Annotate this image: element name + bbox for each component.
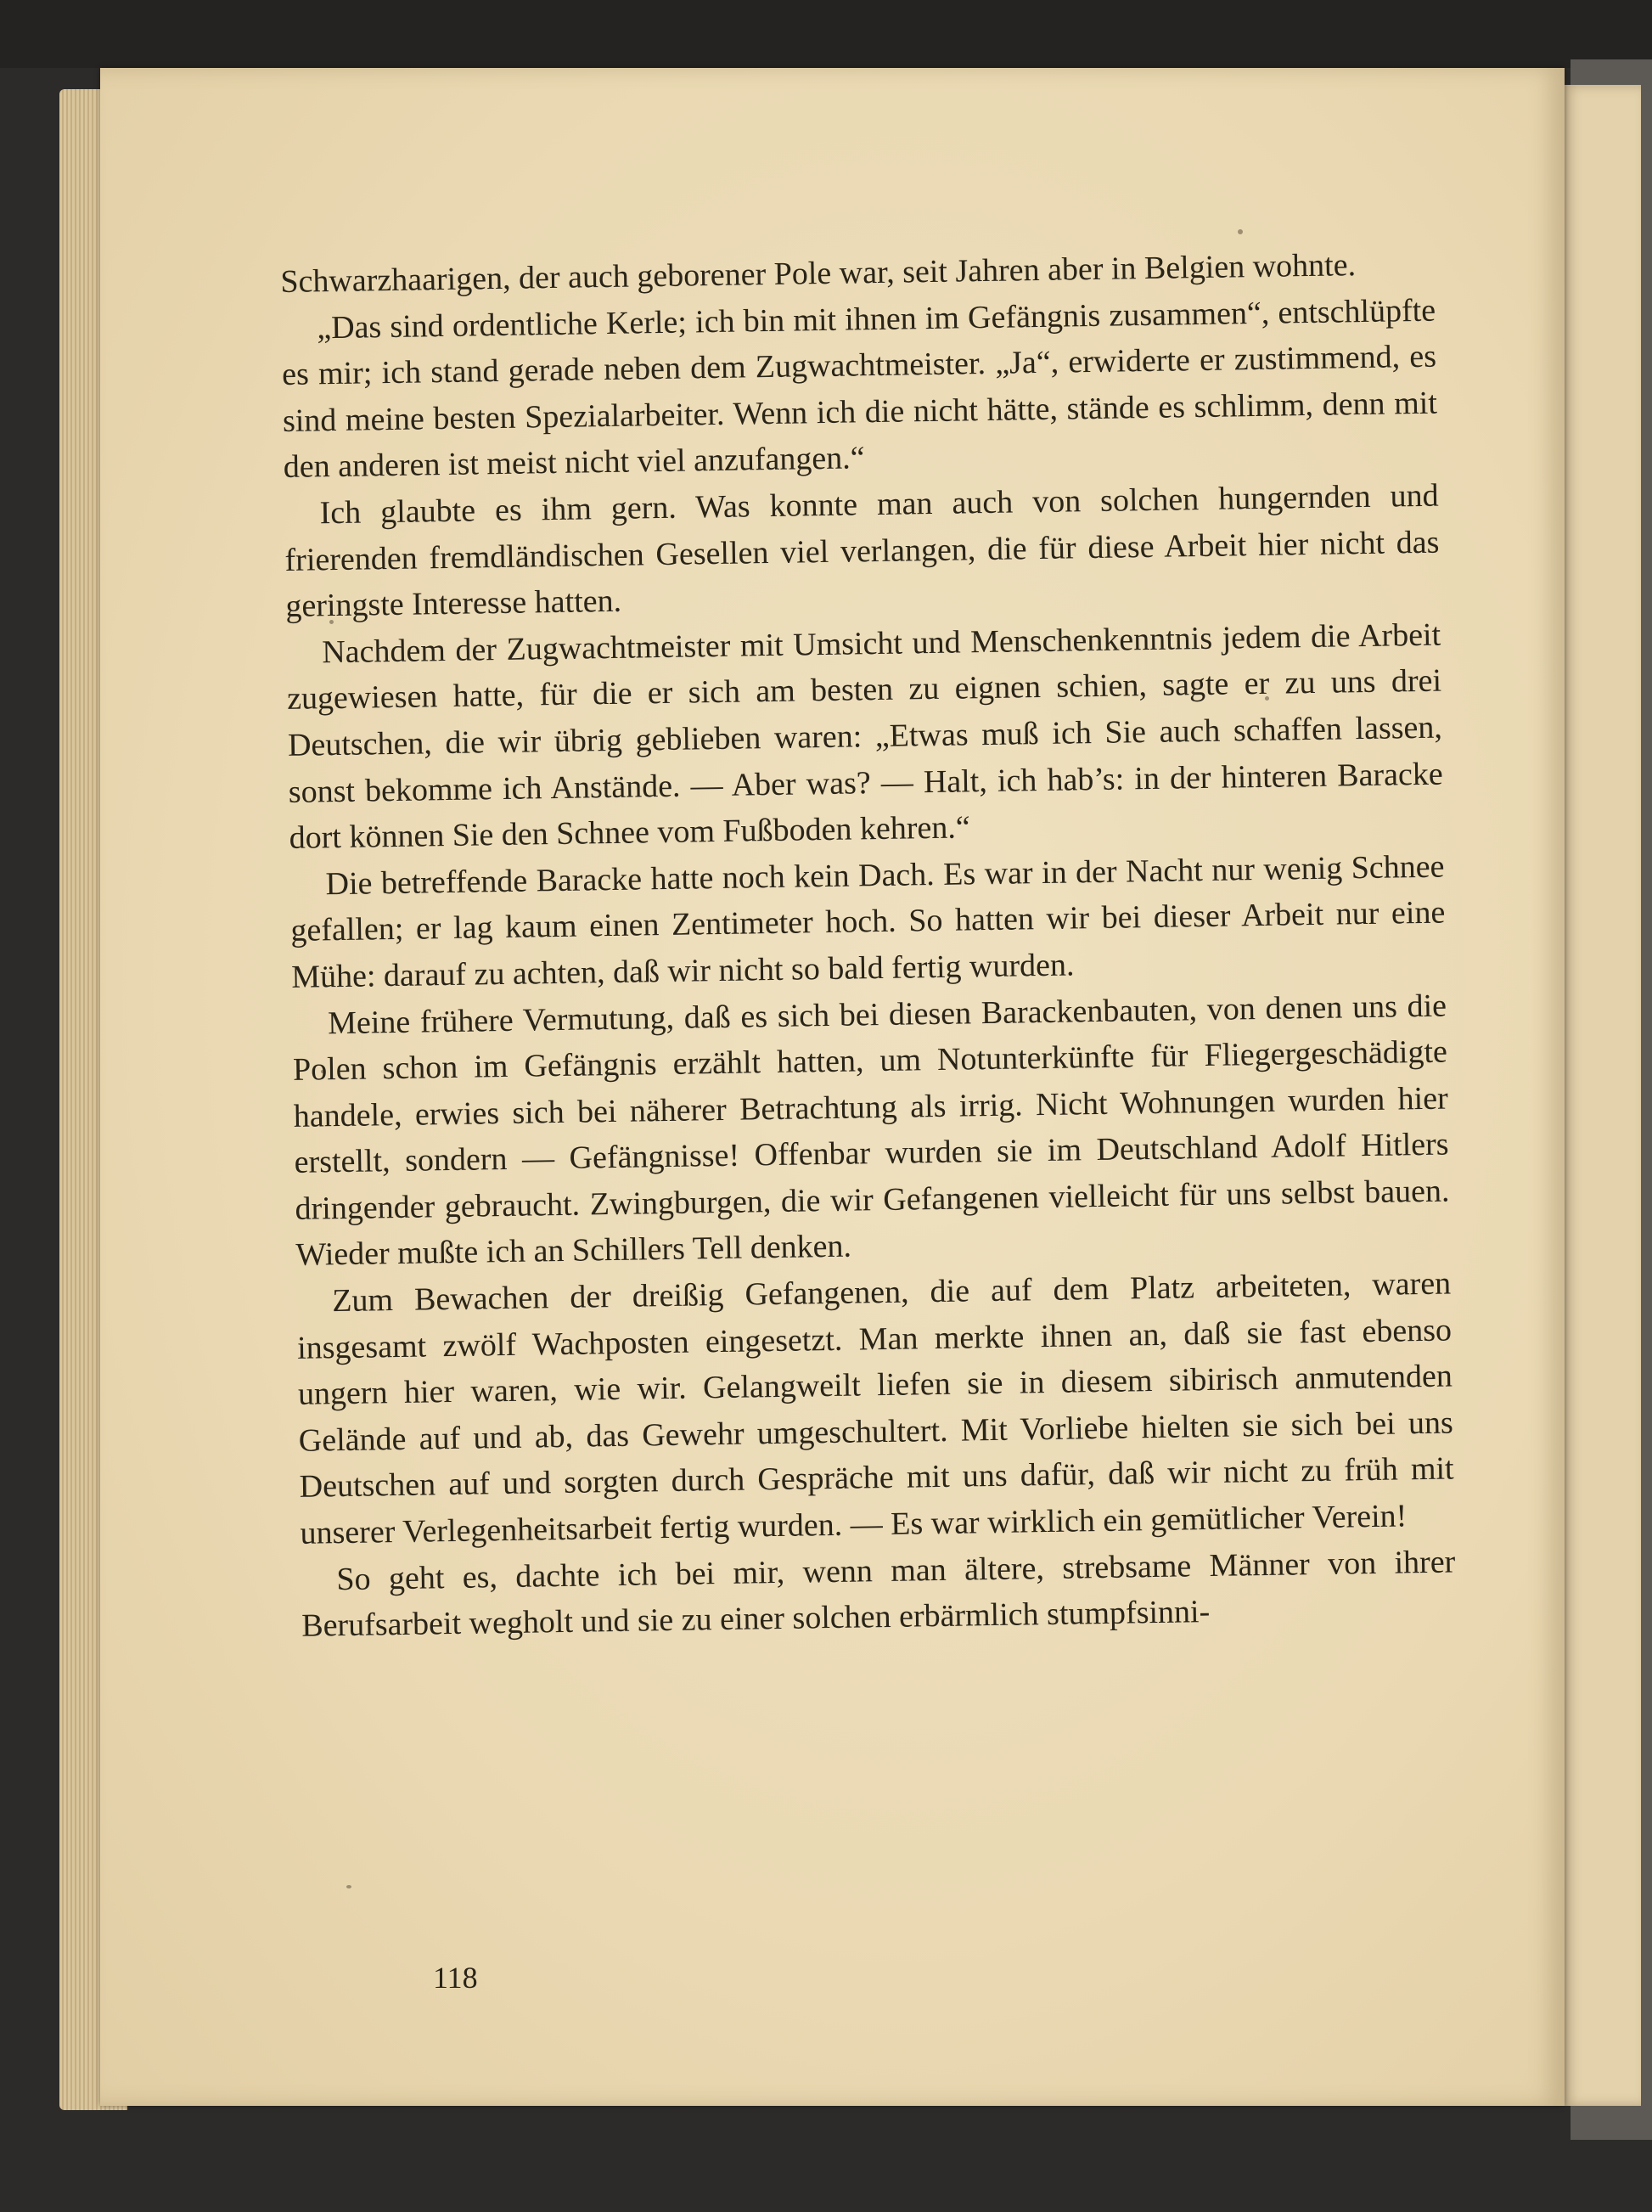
paragraph: So geht es, dachte ich bei mir, wenn man ältere, strebsame Männer von ihrer Berufsarbeit wegholt und sie zu einer solchen erbärmlich stumpfsinni-	[301, 1544, 1456, 1645]
body-text	[280, 241, 1457, 1650]
paragraph: Die betreffende Baracke hatte noch kein Dach. Es war in der Nacht nur wenig Schnee gefallen; er lag kaum einen Zentimeter hoch. So hatten wir bei dieser Arbeit nur eine Mühe: darauf zu achten, daß wir nicht so bald fertig wurden.	[290, 848, 1446, 995]
paragraph: Nachdem der Zugwachtmeister mit Umsicht und Menschenkenntnis jedem die Arbeit zugewiesen hatte, für die er sich am besten zu eignen schien, sagte er zu uns drei Deutschen, die wir übrig geblieben waren: „Etwas muß ich Sie auch schaffen lassen, sonst bekomme ich Anstände. — Aber was? — Halt, ich hab’s: in der hinteren Baracke dort können Sie den Schnee vom Fußboden kehren.“	[286, 616, 1444, 857]
paragraph: Ich glaubte es ihm gern. Was konnte man auch von solchen hungernden und frierenden fremdländischen Gesellen viel verlangen, die für diese Arbeit hier nicht das geringste Interesse hatten.	[284, 477, 1440, 625]
page-number: 118	[433, 1961, 478, 1995]
paper-speck	[346, 1885, 351, 1888]
facing-page-edge	[1560, 85, 1641, 2106]
scan-background	[0, 0, 1652, 68]
paragraph: Zum Bewachen der dreißig Gefangenen, die auf dem Platz arbeiteten, waren insgesamt zwölf Wachposten eingesetzt. Man merkte ihnen an, daß sie fast ebenso ungern hier waren, wie wir. Gelangweilt liefen sie in diesem sibirisch anmutenden Gelände auf und ab, das Gewehr umgeschultert. Mit Vorliebe hielten sie sich bei uns Deutschen auf und sorgten durch Gespräche mit uns dafür, daß wir nicht zu früh mit unserer Verlegenheitsarbeit fertig wurden. — Es war wirklich ein gemütlicher Verein!	[296, 1265, 1454, 1551]
paper-speck	[1238, 229, 1243, 234]
paragraph: Meine frühere Vermutung, daß es sich bei diesen Barackenbauten, von denen uns die Polen schon im Gefängnis erzählt hatten, um Notunterkünfte für Fliegergeschädigte handele, erwies sich bei näherer Betrachtung als irrig. Nicht Wohnungen wurden hier erstellt, sondern — Gefängnisse! Offenbar wurden sie im Deutschland Adolf Hitlers dringender gebraucht. Zwingburgen, die wir Gefangenen vielleicht für uns selbst bauen. Wieder mußte ich an Schillers Tell denken.	[292, 988, 1450, 1274]
paragraph: „Das sind ordentliche Kerle; ich bin mit ihnen im Gefängnis zusammen“, entschlüpfte es mir; ich stand gerade neben dem Zugwachtmeister. „Ja“, erwiderte er zustimmend, es sind meine besten Spezialarbeiter. Wenn ich die nicht hätte, stände es schlimm, denn mit den anderen ist meist nicht viel anzufangen.“	[281, 292, 1438, 486]
paragraph: Schwarzhaarigen, der auch geborener Pole war, seit Jahren aber in Belgien wohnte.	[280, 247, 1357, 300]
